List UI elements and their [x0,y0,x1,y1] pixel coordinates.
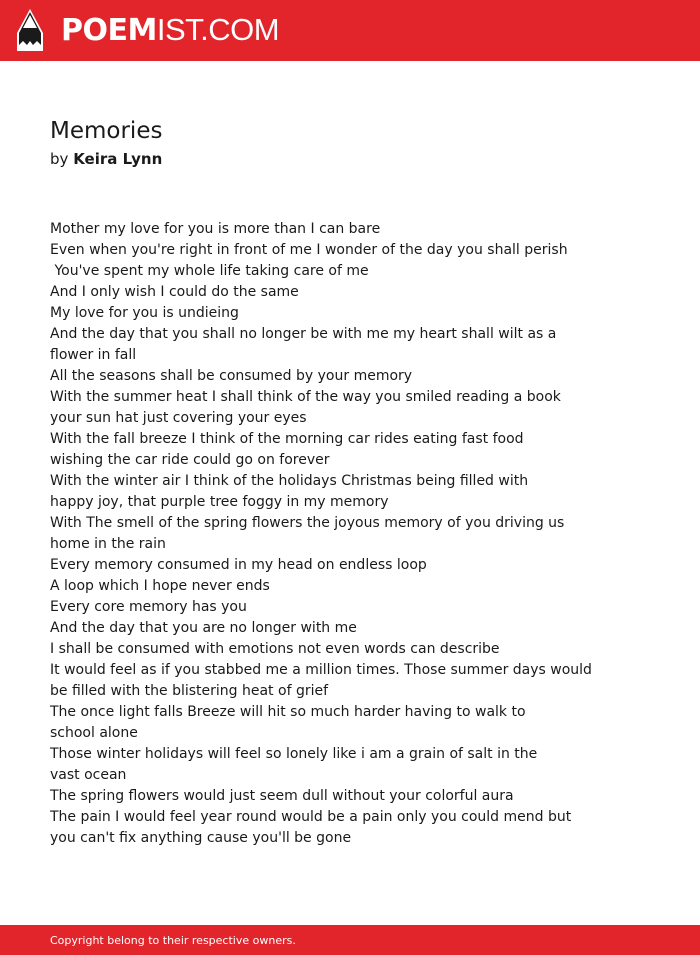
poem-line: you can't fix anything cause you'll be gone [50,830,352,846]
logo-bold-text: POEM [61,13,157,48]
poem-line: With the summer heat I shall think of the way you smiled reading a book [50,389,561,405]
poem-line: With the winter air I think of the holidays Christmas being filled with [50,473,529,489]
copyright-notice: Copyright belong to their respective owners. [50,934,296,947]
site-footer [0,925,700,955]
poem-line: flower in fall [50,347,137,363]
poem-line: Every memory consumed in my head on endless loop [50,557,427,573]
poem-author: Keira Lynn [73,150,163,168]
poem-line: You've spent my whole life taking care of me [50,263,369,279]
by-label: by [50,150,69,168]
poem-line: Mother my love for you is more than I can bare [50,221,381,237]
poem-line: It would feel as if you stabbed me a million times. Those summer days would [50,662,592,678]
poem-line: And the day that you shall no longer be with me my heart shall wilt as a [50,326,557,342]
poem-title: Memories [50,118,163,144]
poem-line: school alone [50,725,138,741]
poem-line: A loop which I hope never ends [50,578,270,594]
poem-line: With the fall breeze I think of the morning car rides eating fast food [50,431,524,447]
poem-byline [50,149,162,169]
poem-line: home in the rain [50,536,166,552]
poem-line: vast ocean [50,767,127,783]
site-header [0,0,700,61]
poem-line: Even when you're right in front of me I wonder of the day you shall perish [50,242,568,258]
poem-line: be filled with the blistering heat of grief [50,683,329,699]
poem-line: wishing the car ride could go on forever [50,452,330,468]
poem-line: Those winter holidays will feel so lonely like i am a grain of salt in the [50,746,538,762]
poem-line: With The smell of the spring flowers the joyous memory of you driving us [50,515,565,531]
poem-line: And the day that you are no longer with me [50,620,357,636]
site-logo[interactable] [61,12,279,49]
poem-line: And I only wish I could do the same [50,284,299,300]
poem-line: happy joy, that purple tree foggy in my memory [50,494,389,510]
poem-line: The once light falls Breeze will hit so much harder having to walk to [50,704,526,720]
poem-body [50,219,610,849]
pencil-tip-icon [17,9,43,51]
poem-line: I shall be consumed with emotions not even words can describe [50,641,500,657]
poem-line: your sun hat just covering your eyes [50,410,307,426]
poem-line: The pain I would feel year round would be a pain only you could mend but [50,809,572,825]
poem-line: Every core memory has you [50,599,247,615]
poem-line: All the seasons shall be consumed by your memory [50,368,413,384]
poem-line: The spring flowers would just seem dull without your colorful aura [50,788,514,804]
logo-light-text: IST.COM [156,12,280,47]
poem-line: My love for you is undieing [50,305,239,321]
